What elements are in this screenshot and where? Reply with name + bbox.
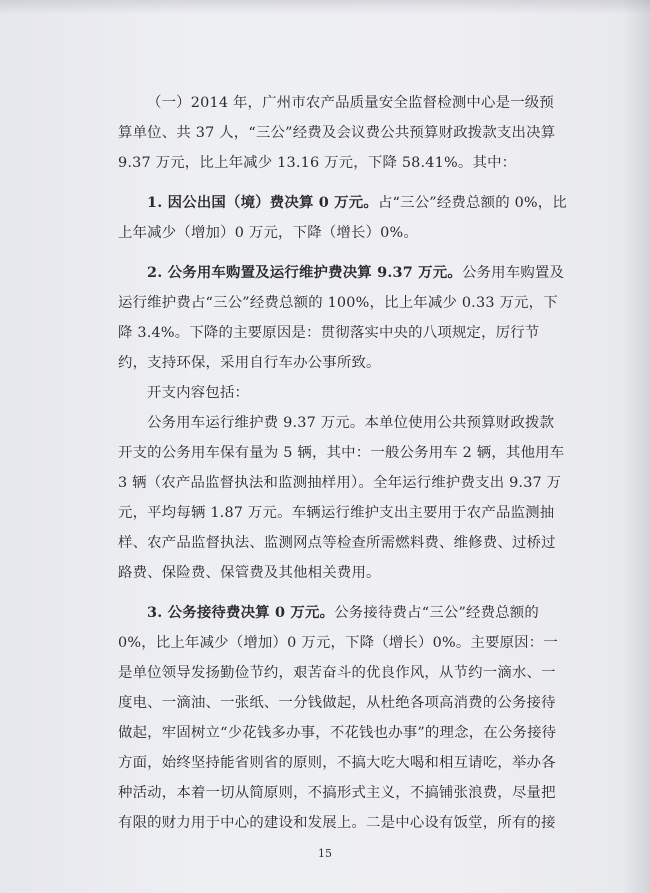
expense-label: 开支内容包括：	[147, 385, 250, 401]
scan-top-shadow	[0, 0, 650, 14]
scan-edge-shadow	[622, 0, 650, 893]
intro-paragraph: （一）2014 年，广州市农产品质量安全监督检测中心是一级预算单位、共 37 人，“三公”经费及会议费公共预算财政拨款支出决算 9.37 万元，比上年减少 13.16 万元，下降 58.41%。其中：	[118, 95, 556, 171]
section-2-heading: 2. 公务用车购置及运行维护费决算 9.37 万元。	[147, 264, 462, 281]
section-1-paragraph	[118, 188, 568, 248]
page-number: 15	[318, 847, 332, 860]
section-3-body: 公务接待费占“三公”经费总额的 0%，比上年减少（增加）0 万元，下降（增长）0%。主要原因：一是单位领导发扬勤俭节约，艰苦奋斗的优良作风，从节约一滴水、一度电、一滴油、一张纸、一分钱做起，从杜绝各项高消费的公务接待做起，牢固树立“少花钱多办事，不花钱也办事”的理念，在公务接待方面，始终坚持能省则省的原则，不搞大吃大喝和相互请吃，举办各种活动，本着一切从简原则，不搞形式主义，不搞铺张浪费，尽量把有限的财力用于中心的建设和发展上。二是中心设有饭堂，所有的接	[118, 605, 558, 831]
section-3-paragraph	[118, 598, 568, 838]
vehicle-paragraph: 公务用车运行维护费 9.37 万元。本单位使用公共预算财政拨款开支的公务用车保有量为 5 辆，其中：一般公务用车 2 辆，其他用车 3 辆（农产品监督执法和监测抽样用）。全年运行维护费支出 9.37 万元，平均每辆 1.87 万元。车辆运行维护支出主要用于农产品监测抽样、农产品监督执法、监测网点等检查所需燃料费、维修费、过桥过路费、保险费、保管费及其他相关费用。	[118, 415, 565, 581]
section-2-paragraph	[118, 258, 568, 378]
document-body	[118, 88, 568, 838]
section-3-heading: 3. 公务接待费决算 0 万元。	[147, 604, 335, 621]
section-1-body: 占“三公”经费总额的 0%，比上年减少（增加）0 万元，下降（增长）0%。	[118, 195, 567, 241]
section-2-body: 公务用车购置及运行维护费占“三公”经费总额的 100%，比上年减少 0.33 万元，下降 3.4%。下降的主要原因是：贯彻落实中央的八项规定，厉行节约，支持环保，采用自行车办公事所致。	[118, 265, 565, 371]
section-1-heading: 1. 因公出国（境）费决算 0 万元。	[147, 194, 378, 211]
